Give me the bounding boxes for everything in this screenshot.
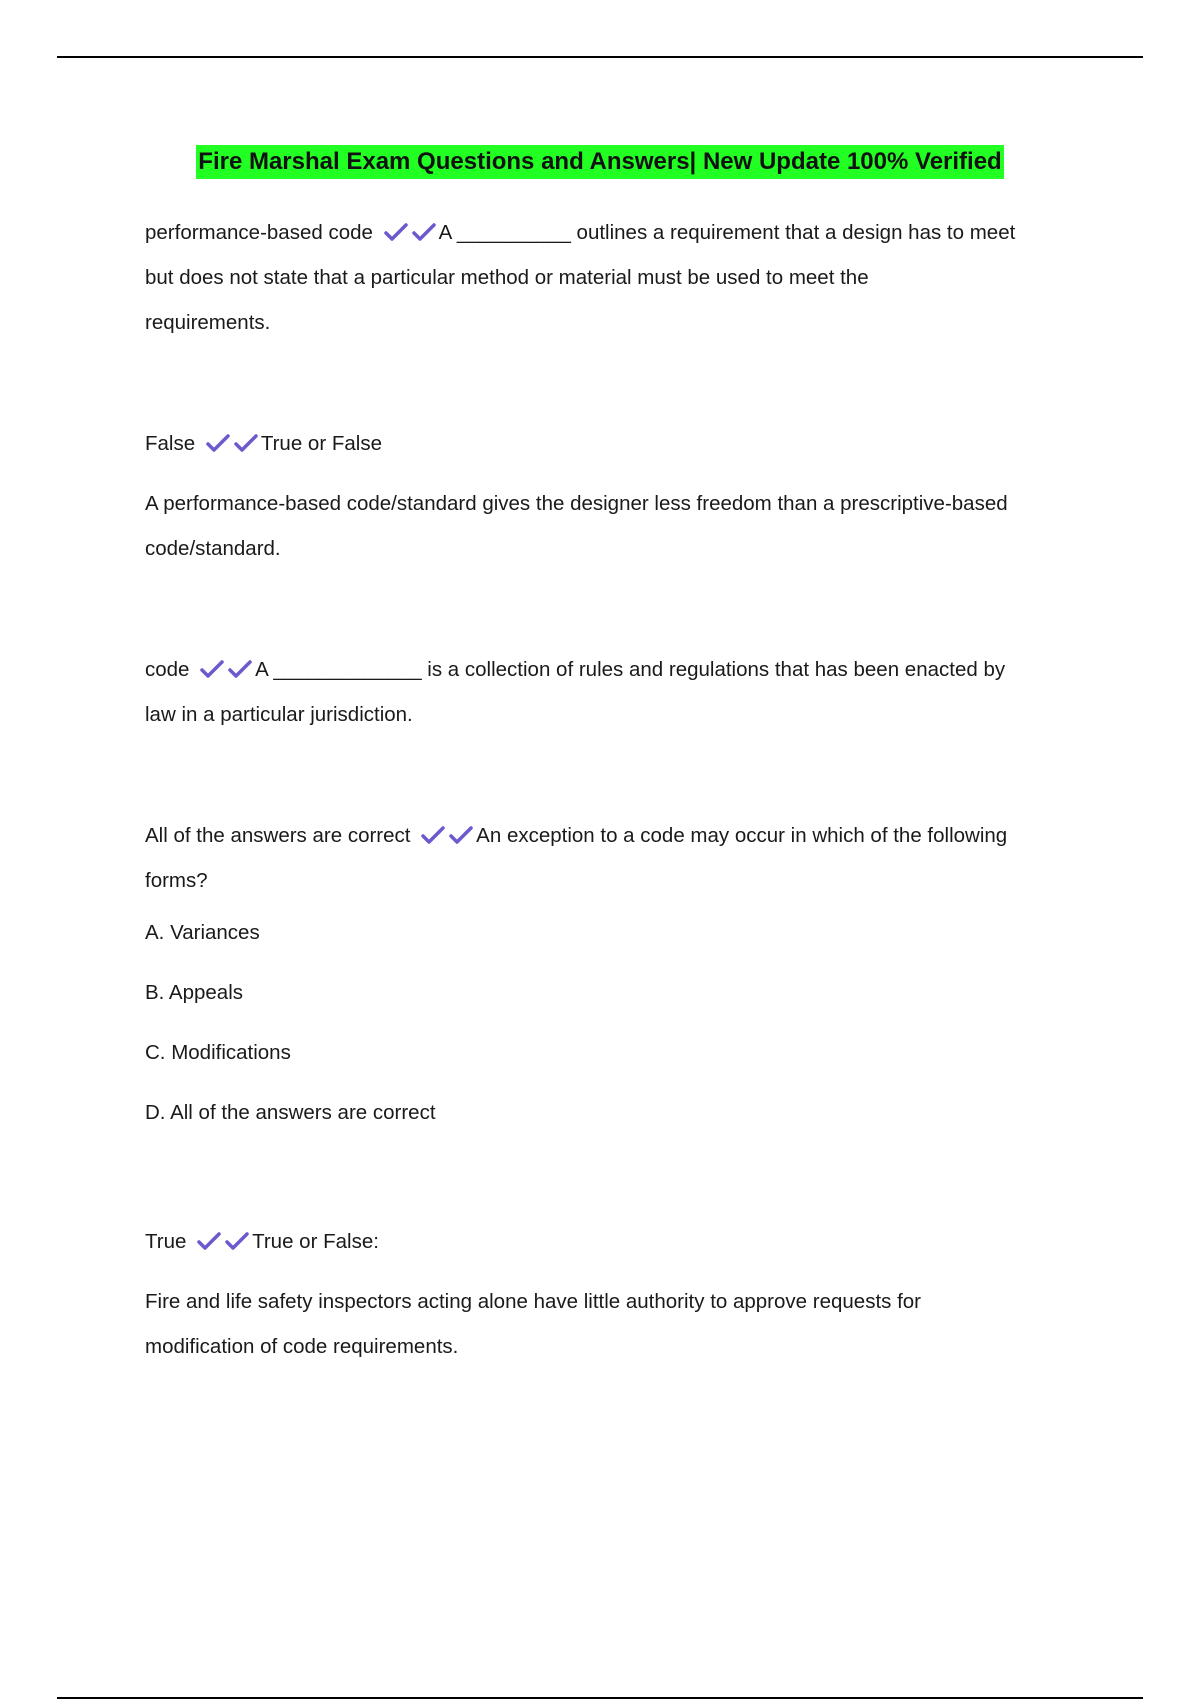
question-text: True or False: [252,1230,379,1253]
answer-text: performance-based code [145,221,379,244]
qa-line [145,210,1105,255]
option-a: A. Variances [145,921,260,944]
question-text: but does not state that a particular method or material must be used to meet the [145,266,869,289]
check-icon [383,222,409,242]
qa-item [145,1219,1105,1369]
answer-text: code [145,658,196,681]
option-b: B. Appeals [145,981,244,1004]
check-icon [411,222,437,242]
check-icon [420,825,446,845]
page-title: Fire Marshal Exam Questions and Answers| New Update 100% Verified [196,145,1003,179]
option-c: C. Modifications [145,1041,291,1064]
document-body [145,210,1105,1369]
qa-line [145,1219,1105,1264]
check-icon [227,659,253,679]
answer-text: False [145,432,201,455]
qa-line [145,421,1105,466]
question-text: A __________ outlines a requirement that a design has to meet [438,221,1016,244]
qa-item [145,421,1105,571]
question-text: An exception to a code may occur in which of the following [476,824,1008,847]
qa-item [145,647,1105,737]
check-icon [199,659,225,679]
qa-line [145,813,1105,858]
question-text: code/standard. [145,537,281,560]
option-d: D. All of the answers are correct [145,1101,436,1124]
question-text: True or False [260,432,382,455]
qa-line [145,647,1105,692]
check-icon [205,433,231,453]
question-text: modification of code requirements. [145,1335,459,1358]
check-icon [224,1231,250,1251]
check-icon [448,825,474,845]
check-icon [196,1231,222,1251]
qa-item [145,210,1105,345]
question-text: A performance-based code/standard gives the designer less freedom than a prescriptive-based [145,492,1008,515]
answer-text: All of the answers are correct [145,824,417,847]
title-container [0,145,1200,179]
header-rule [57,56,1143,58]
answer-text: True [145,1230,193,1253]
check-icon [233,433,259,453]
qa-item [145,813,1105,1143]
question-text: Fire and life safety inspectors acting alone have little authority to approve requests for [145,1290,922,1313]
question-text: law in a particular jurisdiction. [145,703,413,726]
question-text: requirements. [145,311,271,334]
question-text: A _____________ is a collection of rules and regulations that has been enacted by [255,658,1006,681]
footer-rule [57,1697,1143,1699]
question-text: forms? [145,869,208,892]
